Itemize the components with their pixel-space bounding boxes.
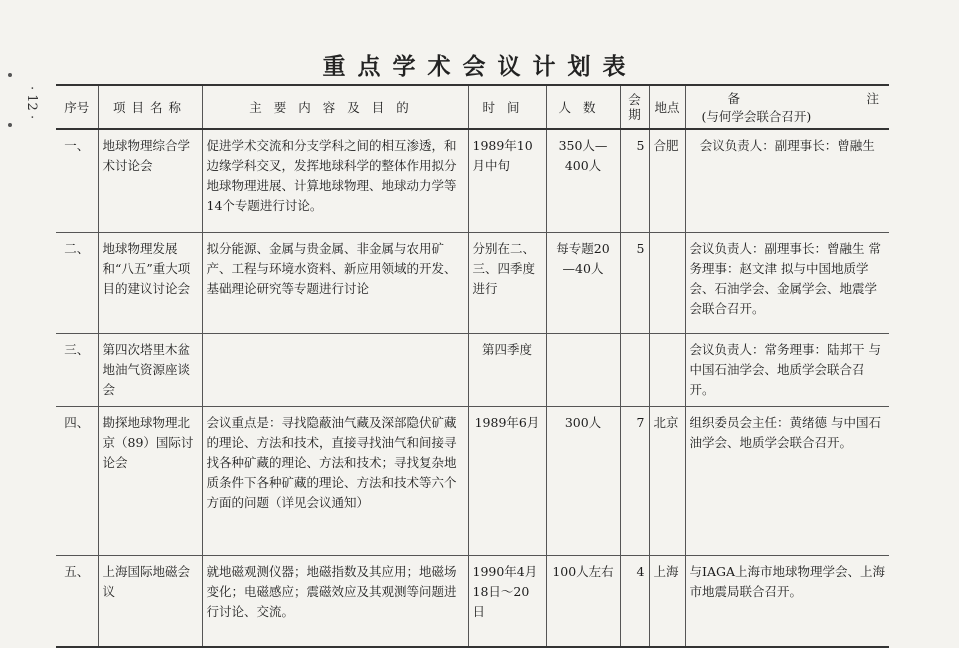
seq-cell: 五、 (56, 556, 98, 648)
duration-cell: 5 (620, 129, 649, 233)
project-cell: 第四次塔里木盆地油气资源座谈会 (98, 334, 202, 407)
duration-cell: 4 (620, 556, 649, 648)
content-cell: 会议重点是：寻找隐蔽油气藏及深部隐伏矿藏的理论、方法和技术，直接寻找油气和间接寻找各种矿藏的理论、方法和技术；寻找复杂地质条件下各种矿藏的理论、方法和技术等六个方面的问题（详见会议通知） (202, 407, 468, 556)
table-row (56, 129, 889, 233)
table-header-row (56, 85, 889, 129)
project-cell: 勘探地球物理北京（89）国际讨论会 (98, 407, 202, 556)
conference-plan-table (56, 84, 889, 648)
table-row (56, 556, 889, 648)
table-row (56, 233, 889, 334)
page-number: · 12 · (24, 86, 39, 120)
project-cell: 地球物理综合学术讨论会 (98, 129, 202, 233)
content-cell: 促进学术交流和分支学科之间的相互渗透，和边缘学科交叉，发挥地球科学的整体作用拟分地球物理进展、计算地球物理、地球动力学等14个专题进行讨论。 (202, 129, 468, 233)
location-cell: 上海 (649, 556, 685, 648)
header-time: 时间 (468, 85, 546, 129)
time-cell: 1990年4月18日～20日 (468, 556, 546, 648)
seq-cell: 三、 (56, 334, 98, 407)
margin-dot (8, 73, 12, 77)
notes-cell: 会议负责人：副理事长：曾融生 常务理事：赵文津 拟与中国地质学会、石油学会、金属学会、地震学会联合召开。 (685, 233, 889, 334)
page-title: 重点学术会议计划表 (322, 53, 638, 80)
header-seq: 序号 (56, 85, 98, 129)
content-cell: 拟分能源、金属与贵金属、非金属与农用矿产、工程与环境水资料、新应用领域的开发、基础理论研究等专题进行讨论 (202, 233, 468, 334)
header-content: 主要内容及目的 (202, 85, 468, 129)
header-duration: 会期 (620, 85, 649, 129)
people-cell: 100人左右 (546, 556, 620, 648)
header-people: 人数 (546, 85, 620, 129)
duration-cell (620, 334, 649, 407)
duration-cell: 5 (620, 233, 649, 334)
project-cell: 地球物理发展和“八五”重大项目的建议讨论会 (98, 233, 202, 334)
people-cell: 300人 (546, 407, 620, 556)
time-cell: 第四季度 (468, 334, 546, 407)
seq-cell: 二、 (56, 233, 98, 334)
duration-cell: 7 (620, 407, 649, 556)
margin-dot (8, 123, 12, 127)
content-cell: 就地磁观测仪器；地磁指数及其应用；地磁场变化；电磁感应；震磁效应及其观测等问题进行讨论、交流。 (202, 556, 468, 648)
people-cell (546, 334, 620, 407)
header-notes: 备 注 (与何学会联合召开) (685, 85, 889, 129)
people-cell: 350人—400人 (546, 129, 620, 233)
header-location: 地点 (649, 85, 685, 129)
location-cell: 合肥 (649, 129, 685, 233)
table-row (56, 407, 889, 556)
notes-cell: 会议负责人：常务理事：陆邦干 与中国石油学会、地质学会联合召开。 (685, 334, 889, 407)
notes-cell: 会议负责人：副理事长：曾融生 (685, 129, 889, 233)
time-cell: 1989年10月中旬 (468, 129, 546, 233)
seq-cell: 四、 (56, 407, 98, 556)
location-cell (649, 233, 685, 334)
project-cell: 上海国际地磁会议 (98, 556, 202, 648)
location-cell: 北京 (649, 407, 685, 556)
time-cell: 分别在二、三、四季度进行 (468, 233, 546, 334)
table-row (56, 334, 889, 407)
notes-cell: 与IAGA上海市地球物理学会、上海市地震局联合召开。 (685, 556, 889, 648)
people-cell: 每专题20—40人 (546, 233, 620, 334)
notes-cell: 组织委员会主任：黄绪德 与中国石油学会、地质学会联合召开。 (685, 407, 889, 556)
time-cell: 1989年6月 (468, 407, 546, 556)
content-cell (202, 334, 468, 407)
header-project: 项目名称 (98, 85, 202, 129)
seq-cell: 一、 (56, 129, 98, 233)
location-cell (649, 334, 685, 407)
